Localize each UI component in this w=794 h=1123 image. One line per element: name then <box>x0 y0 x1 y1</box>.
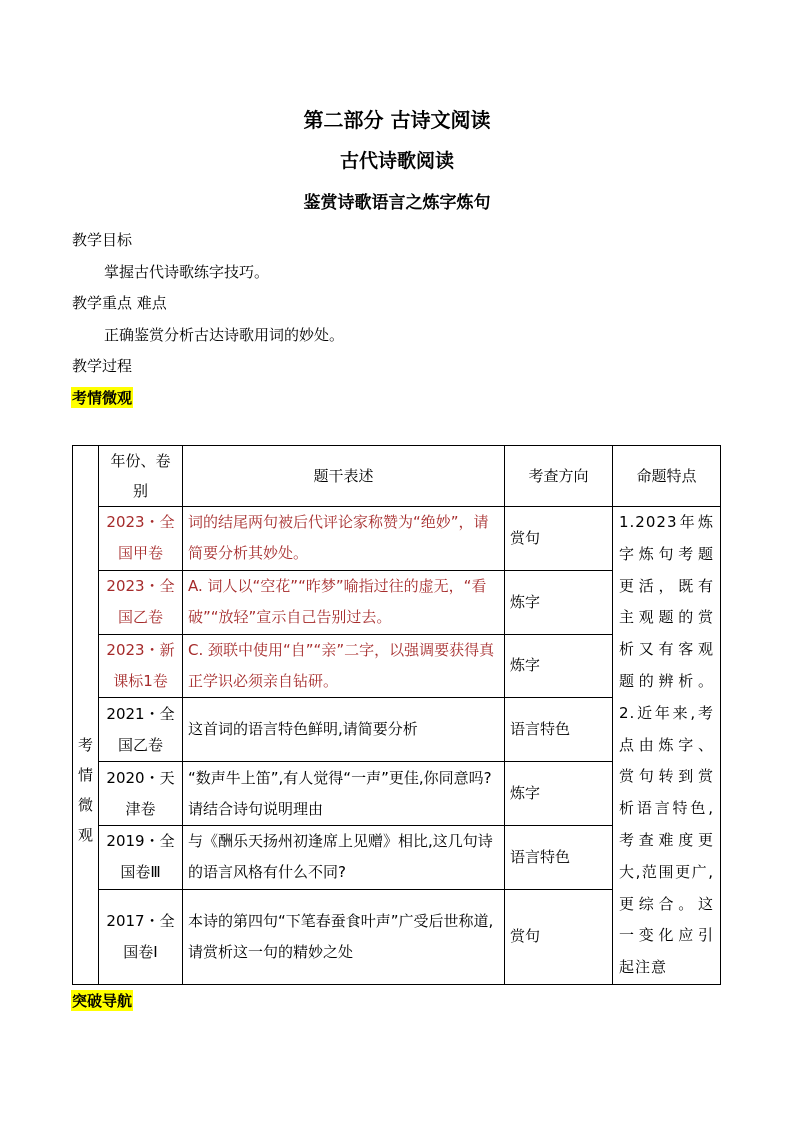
goal-text: 掌握古代诗歌练字技巧。 <box>104 263 270 281</box>
kaoqing-highlight: 考情微观 <box>72 389 133 407</box>
stem-cell: 词的结尾两句被后代评论家称赞为“绝妙”，请简要分析其妙处。 <box>183 507 505 571</box>
side-label-char: 情 <box>77 765 93 784</box>
topic-title: 鉴赏诗歌语言之炼字炼句 <box>303 193 491 213</box>
section-title: 古代诗歌阅读 <box>339 150 454 172</box>
direction-cell: 炼字 <box>505 570 613 634</box>
direction-cell: 语言特色 <box>505 825 613 889</box>
stem-cell: A. 词人以“空花”“昨梦”喻指过往的虚无，“看破”“放轻”宣示自己告别过去。 <box>183 570 505 634</box>
goal-heading: 教学目标 <box>72 231 133 249</box>
header-feature: 命题特点 <box>613 446 721 507</box>
year-cell: 2023・全国甲卷 <box>99 507 183 571</box>
year-cell: 2020・天津卷 <box>99 762 183 826</box>
focus-heading: 教学重点 难点 <box>72 294 167 312</box>
year-cell: 2017・全国卷Ⅰ <box>99 889 183 984</box>
direction-cell: 炼字 <box>505 634 613 698</box>
direction-cell: 赏句 <box>505 507 613 571</box>
stem-cell: “数声牛上笛”,有人觉得“一声”更佳,你同意吗?请结合诗句说明理由 <box>183 762 505 826</box>
side-label-char: 观 <box>77 825 93 844</box>
side-label-char: 微 <box>77 795 93 814</box>
table-row <box>73 507 721 571</box>
stem-cell: 与《酬乐天扬州初逢席上见赠》相比,这几句诗的语言风格有什么不同? <box>183 825 505 889</box>
part-title: 第二部分 古诗文阅读 <box>303 108 491 132</box>
tupo-highlight: 突破导航 <box>72 992 133 1010</box>
exam-analysis-table <box>72 445 721 985</box>
header-year: 年份、卷别 <box>99 446 183 507</box>
process-heading: 教学过程 <box>72 357 133 375</box>
stem-cell: C. 颈联中使用“自”“亲”二字，以强调要获得真正学识必须亲自钻研。 <box>183 634 505 698</box>
year-cell: 2023・全国乙卷 <box>99 570 183 634</box>
direction-cell: 语言特色 <box>505 698 613 762</box>
header-stem: 题干表述 <box>183 446 505 507</box>
focus-text: 正确鉴赏分析古达诗歌用词的妙处。 <box>104 326 345 344</box>
year-cell: 2023・新课标1卷 <box>99 634 183 698</box>
direction-cell: 赏句 <box>505 889 613 984</box>
year-cell: 2021・全国乙卷 <box>99 698 183 762</box>
header-direction: 考查方向 <box>505 446 613 507</box>
stem-cell: 这首词的语言特色鲜明,请简要分析 <box>183 698 505 762</box>
year-cell: 2019・全国卷Ⅲ <box>99 825 183 889</box>
table-header-row <box>73 446 721 507</box>
side-label-char: 考 <box>77 735 93 754</box>
feature-cell: 1.2023年炼字炼句考题更活，既有主观题的赏析又有客观题的辨析。2.近年来,考点由炼字、赏句转到赏析语言特色,考查难度更大,范围更广,更综合。这一变化应引起注意 <box>613 507 721 985</box>
stem-cell: 本诗的第四句“下笔春蚕食叶声”广受后世称道,请赏析这一句的精妙之处 <box>183 889 505 984</box>
side-label-cell <box>73 446 99 985</box>
direction-cell: 炼字 <box>505 762 613 826</box>
